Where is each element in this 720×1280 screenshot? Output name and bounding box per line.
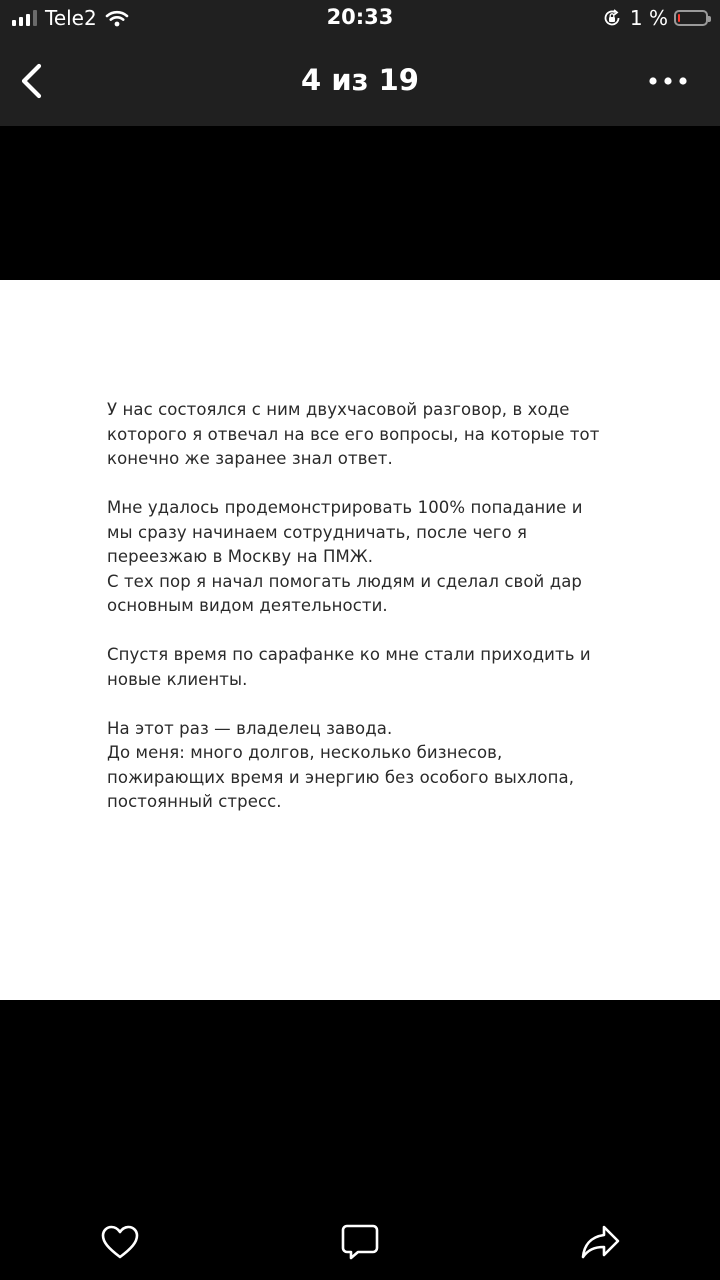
orientation-lock-icon [602,8,622,28]
status-right [602,6,708,30]
battery-icon [674,10,708,26]
more-dots-icon[interactable] [648,72,688,90]
photo-slide[interactable] [0,280,720,1000]
slide-text [107,398,627,839]
page-counter: 4 из 19 [301,63,419,97]
slide-paragraph-2: Мне удалось продемонстрировать 100% попадание и мы сразу начинаем сотрудничать, после чего я переезжаю в Москву на ПМЖ. С тех пор я начал помогать людям и сделал свой дар основным видом деятельности. [107,498,583,615]
clock: 20:33 [326,5,394,29]
nav-bar [0,36,720,126]
battery-percent: 1 % [629,6,668,30]
slide-paragraph-4: На этот раз — владелец завода. До меня: много долгов, несколько бизнесов, пожирающих время и энергию без особого выхлопа, постоянный стресс. [107,718,575,811]
comment-icon[interactable] [338,1220,382,1264]
heart-icon[interactable] [98,1220,142,1264]
action-bar [0,1210,720,1274]
slide-paragraph-1: У нас состоялся с ним двухчасовой разговор, в ходе которого я отвечал на все его вопросы, на которые тот конечно же заранее знал ответ. [107,400,600,468]
battery-level [678,14,680,22]
share-icon[interactable] [578,1220,622,1264]
status-bar [0,0,720,36]
carrier-name: Tele2 [45,6,97,30]
slide-paragraph-3: Спустя время по сарафанке ко мне стали приходить и новые клиенты. [107,645,591,689]
